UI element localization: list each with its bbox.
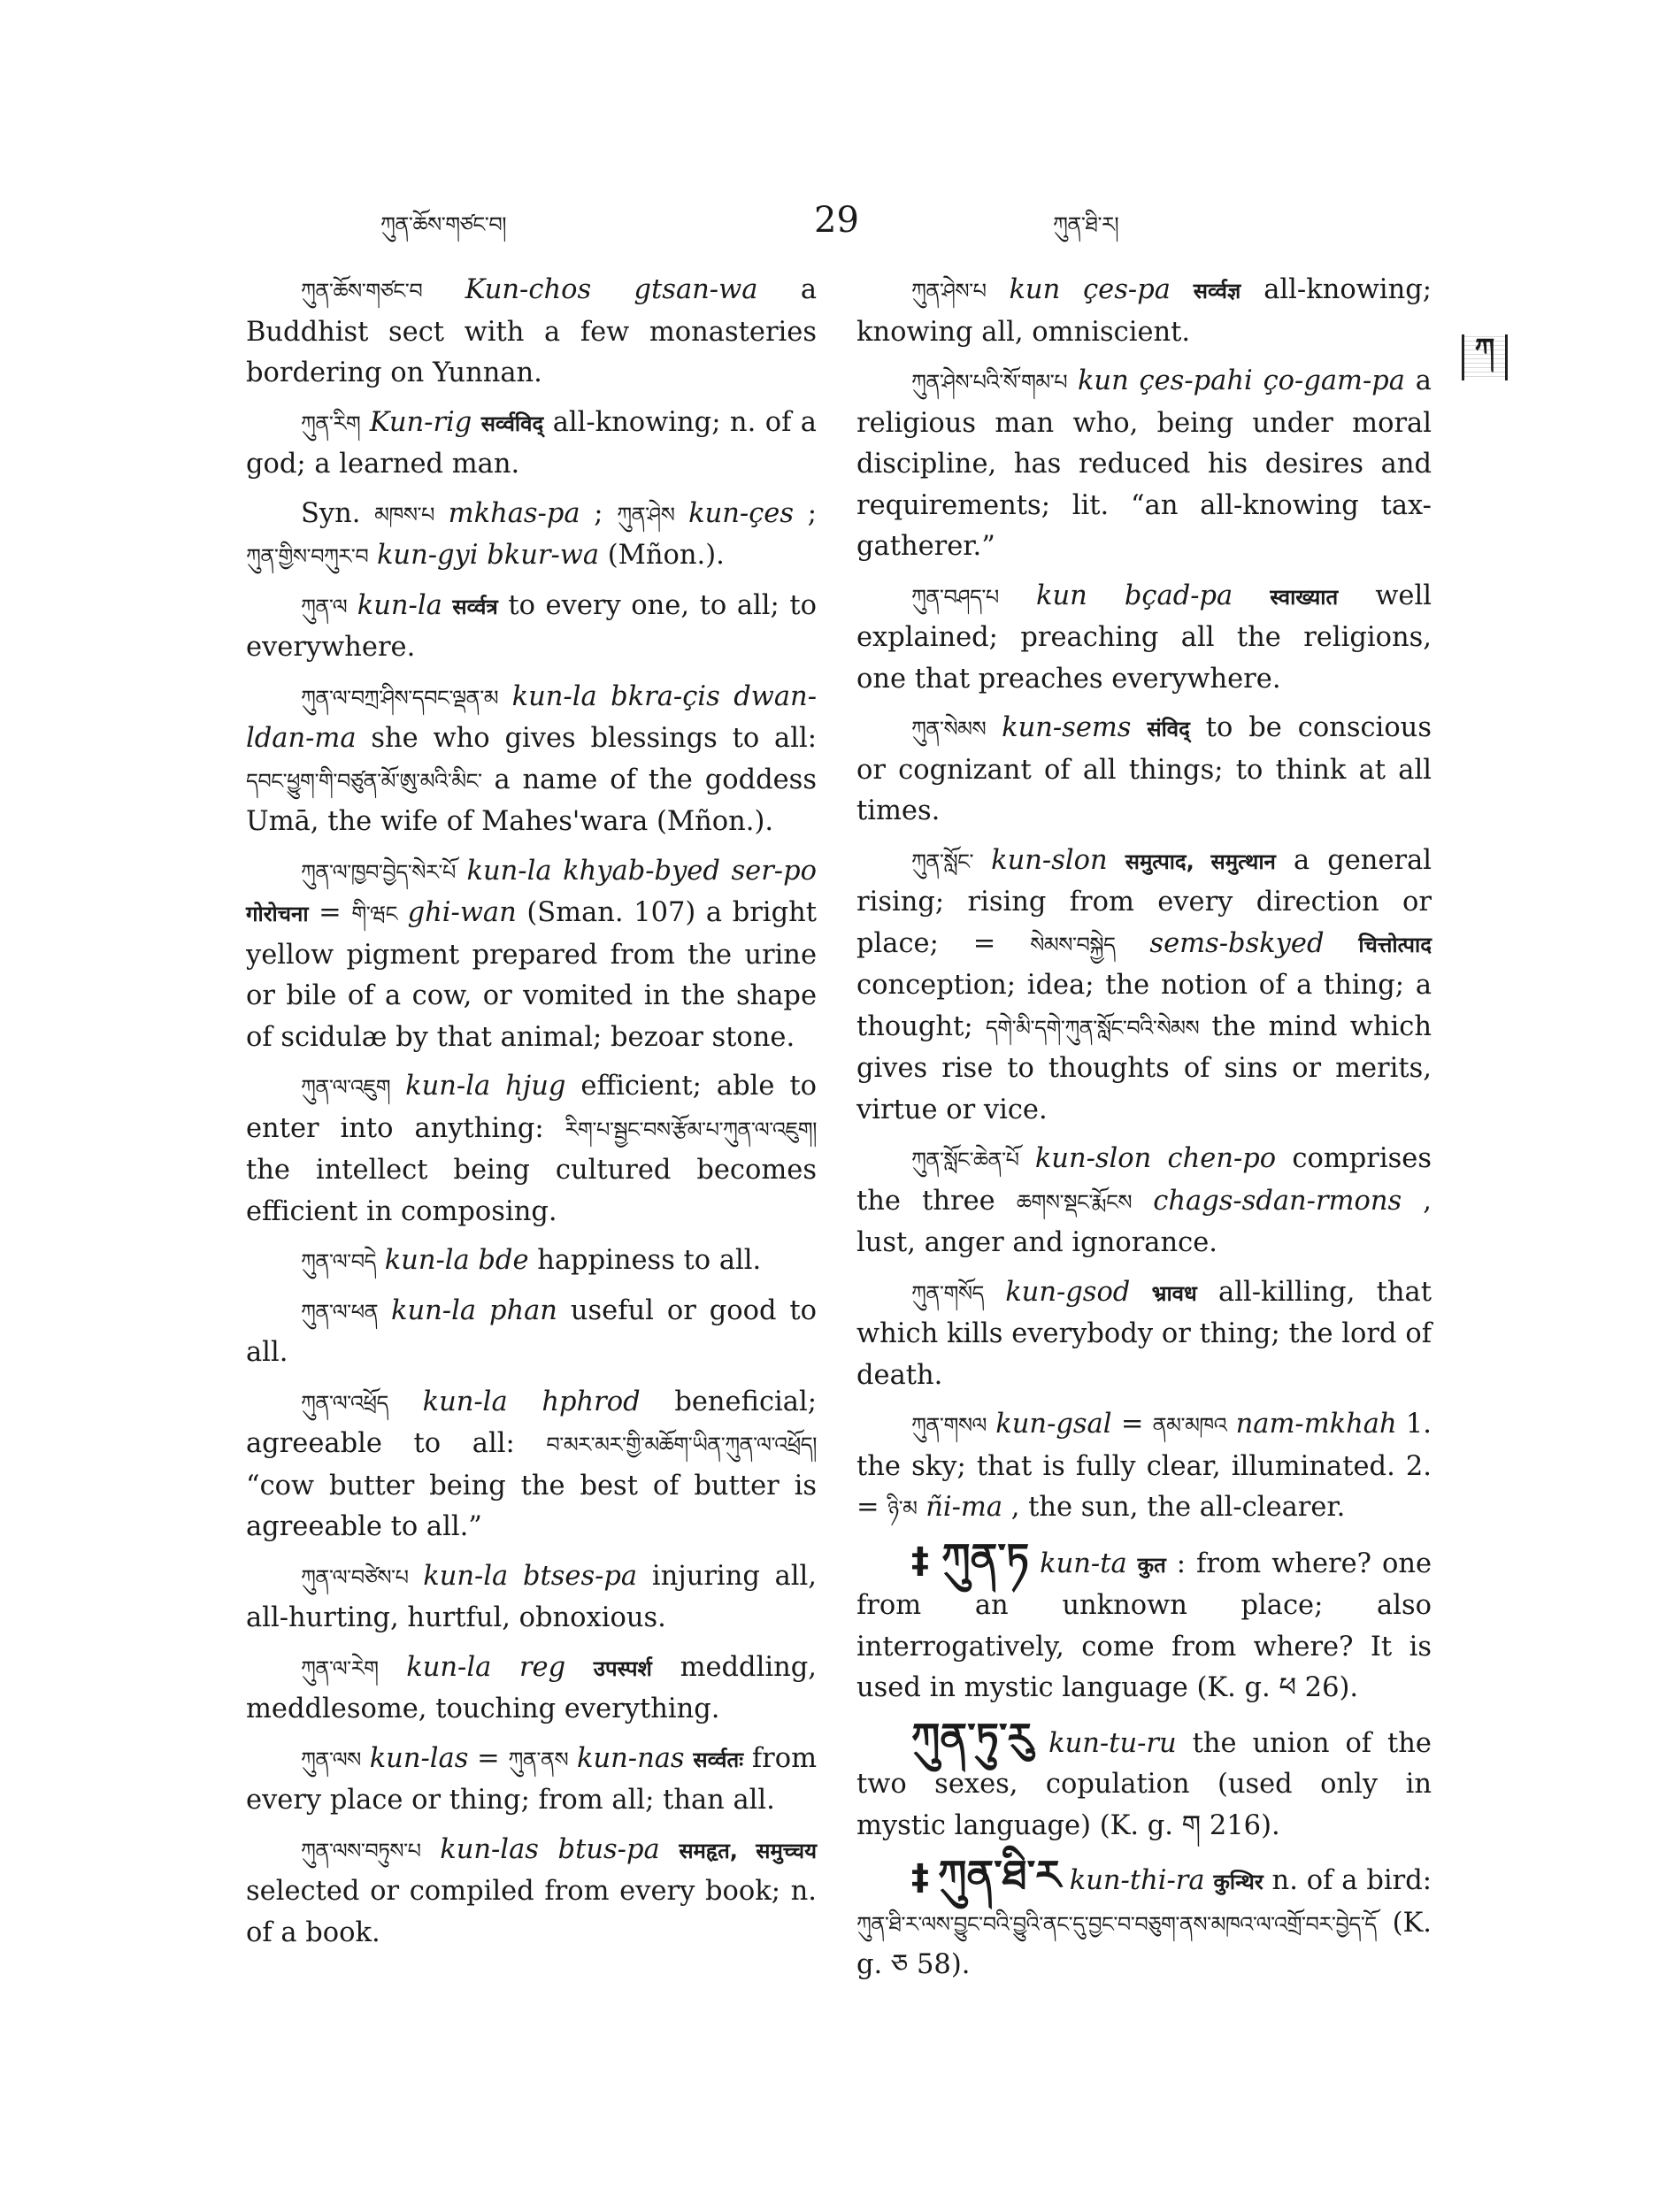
transliteration: kun-ta: [1040, 1548, 1127, 1579]
definition-text: injuring all, all-hurting, hurtful, obnoxious.: [246, 1560, 817, 1633]
transliteration: kun-la: [357, 589, 442, 621]
tibetan-text: ཆགས་སྡང་རྨོངས: [1016, 1189, 1133, 1215]
transliteration: sems-bskyed: [1149, 927, 1325, 959]
tibetan-text: གི་ཝང: [351, 902, 397, 926]
definition-text: beneficial; agreeable to all:: [246, 1386, 817, 1459]
transliteration: kun-nas: [577, 1742, 685, 1774]
definition-text: 1. the sky; that is fully clear, illuminated. 2. =: [856, 1409, 1432, 1523]
sanskrit-term: कुन्थिर: [1213, 1870, 1263, 1894]
right-column: [856, 270, 1432, 1994]
dictionary-entry: [246, 270, 817, 395]
definition-text: a general rising; rising from every direction or place; =: [856, 844, 1432, 959]
dictionary-entry: [856, 270, 1432, 353]
transliteration: kun-la bkra-çis dwan-ldan-ma: [246, 680, 818, 754]
sanskrit-term: समुत्पाद, समुत्थान: [1125, 849, 1276, 874]
transliteration: ñi-ma: [926, 1492, 1003, 1523]
transliteration: Kun-chos gtsan-wa: [465, 274, 758, 305]
dictionary-entry: [246, 494, 817, 578]
tibetan-headword: ཀུན་ལས་བཏུས་པ: [301, 1838, 421, 1863]
transliteration: mkhas-pa: [448, 497, 580, 529]
dictionary-entry: [856, 1713, 1432, 1847]
dictionary-entry: [856, 361, 1432, 568]
thumb-index-tab[interactable]: ཀ: [1462, 334, 1508, 380]
tibetan-headword: ཀུན་རིག: [301, 411, 361, 436]
tibetan-headword: ཀུན་ཤེས་པ: [911, 279, 987, 303]
definition-text: (Mñon.).: [607, 540, 725, 571]
definition-text: ;: [594, 497, 618, 529]
tibetan-headword: ཀུན་ལ་འཕྲོད: [301, 1390, 388, 1416]
definition-text: (K. g. ཅ 58).: [856, 1907, 1432, 1980]
dictionary-entry: [246, 1556, 817, 1640]
dictionary-entry: [246, 1240, 817, 1283]
dictionary-entry: [856, 1272, 1432, 1397]
transliteration: kun-gyi bkur-wa: [376, 540, 600, 571]
tibetan-headword: ཀུན་ཏ: [941, 1533, 1030, 1582]
tibetan-text: དབང་ཕྱུག་གི་བཙུན་མོ་ཨུ་མའི་མིང་: [246, 768, 482, 794]
sanskrit-term: सर्व्वत्र: [452, 594, 498, 619]
definition-text: the mind which gives rise to thoughts of sins or merits, virtue or vice.: [856, 1010, 1432, 1125]
transliteration: kun çes-pahi ço-gam-pa: [1077, 365, 1405, 396]
tibetan-headword: ཀུན་སློང་ཆེན་པོ: [911, 1148, 1019, 1172]
definition-text: all-knowing; knowing all, omniscient.: [856, 274, 1432, 348]
definition-text: =: [477, 1742, 509, 1774]
definition-text: useful or good to all.: [246, 1294, 818, 1368]
transliteration: kun-slon chen-po: [1034, 1143, 1277, 1174]
tibetan-headword: ཀུན་ལ་ཁྱབ་བྱེད་སེར་པོ: [301, 859, 456, 885]
transliteration: kun çes-pa: [1009, 274, 1171, 305]
tibetan-text: དགེ་མི་དགེ་ཀུན་སློང་བའི་སེམས: [985, 1015, 1200, 1041]
transliteration: kun-tu-ru: [1048, 1727, 1177, 1759]
transliteration: kun-la phan: [391, 1294, 557, 1326]
dagger-mark: ‡: [911, 1857, 930, 1898]
transliteration: kun-gsal: [995, 1409, 1112, 1440]
dictionary-entry: [856, 576, 1432, 701]
transliteration: ghi-wan: [407, 897, 517, 928]
dictionary-entry: [856, 1139, 1432, 1264]
tibetan-headword: ཀུན་ཤེས་པའི་སོ་གམ་པ: [911, 370, 1068, 395]
left-column: [246, 270, 817, 1962]
transliteration: kun-la hphrod: [422, 1386, 641, 1417]
tibetan-headword: ཀུན་སེམས: [911, 717, 987, 741]
definition-text: from every place or thing; from all; than all.: [246, 1742, 818, 1816]
transliteration: kun-gsod: [1005, 1276, 1131, 1308]
definition-text: (Sman. 107) a bright yellow pigment prepared from the urine or bile of a cow, or vomited in the shape of scidulæ by that animal; bezoar stone.: [246, 897, 817, 1053]
entry-lead-text: Syn.: [301, 497, 375, 529]
transliteration: kun-la hjug: [405, 1071, 566, 1102]
tibetan-headword: ཀུན་ལས: [301, 1747, 361, 1772]
tibetan-text: སེམས་བསྐྱེད: [1030, 932, 1116, 957]
dictionary-entry: [246, 1739, 817, 1822]
sanskrit-term: संविद्: [1147, 717, 1190, 741]
dictionary-entry: [856, 1851, 1432, 1986]
dictionary-entry: [246, 1647, 817, 1731]
dictionary-entry: [246, 1291, 817, 1374]
transliteration: kun-las btus-pa: [440, 1833, 660, 1865]
transliteration: kun-sems: [1002, 712, 1132, 743]
transliteration: nam-mkhah: [1235, 1409, 1397, 1440]
definition-text: selected or compiled from every book; n. of a book.: [246, 1876, 817, 1948]
dictionary-entry: [246, 851, 817, 1059]
definition-text: comprises the three: [856, 1143, 1432, 1217]
transliteration: kun-la reg: [406, 1651, 566, 1683]
definition-text: to every one, to all; to everywhere.: [246, 589, 817, 663]
definition-text: conception; idea; the notion of a thing; a thought;: [856, 970, 1432, 1042]
definition-text: =: [319, 897, 352, 928]
definition-text: , lust, anger and ignorance.: [856, 1185, 1432, 1258]
tibetan-headword: ཀུན་བཤད་པ: [911, 584, 999, 610]
dictionary-entry: [246, 1066, 817, 1233]
definition-text: , the sun, the all-clearer.: [1010, 1492, 1346, 1523]
tibetan-text: ཀུན་ཐི་ར་ལས་བྱུང་བའི་བྱུའི་ནང་དུ་བྱང་བ་བཅུག་ནས་མཁའ་ལ་འགྲོ་བར་བྱེད་དོ: [856, 1911, 1377, 1937]
definition-text: a religious man who, being under moral discipline, has reduced his desires and requirements; lit. “an all-knowing tax-gatherer.”: [856, 365, 1432, 562]
tibetan-headword: ཀུན་ལ་ཕན: [301, 1299, 379, 1325]
transliteration: kun-la btses-pa: [423, 1560, 638, 1592]
tibetan-headword: ཀུན་ཐི་ར: [938, 1851, 1061, 1899]
page-number: 29: [814, 200, 859, 241]
tibetan-headword: ཀུན་ལ་བདེ: [301, 1249, 376, 1274]
definition-text: a name of the goddess Umā, the wife of Mahes'wara (Mñon.).: [246, 764, 817, 837]
sanskrit-term: सर्व्वतः: [693, 1747, 744, 1772]
header-left-word: ཀུན་ཆོས་གཙང་བ།: [380, 212, 507, 237]
tibetan-headword: ཀུན་གསོད: [911, 1280, 984, 1306]
definition-text: well explained; preaching all the religions, one that preaches everywhere.: [856, 580, 1432, 695]
transliteration: kun-slon: [991, 844, 1108, 876]
tibetan-headword: མཁས་པ: [374, 502, 434, 527]
tibetan-headword: ཀུན་ཏུ་རུ: [911, 1713, 1033, 1762]
definition-text: efficient; able to enter into anything:: [246, 1071, 818, 1144]
definition-text: to be conscious or cognizant of all things; to think at all times.: [856, 712, 1432, 826]
tibetan-headword: ཀུན་སློང་: [911, 849, 974, 874]
definition-text: she who gives blessings to all:: [371, 723, 817, 754]
definition-text: =: [1120, 1409, 1153, 1440]
transliteration: kun bçad-pa: [1035, 580, 1233, 611]
dictionary-entry: [246, 677, 817, 843]
transliteration: kun-çes: [688, 497, 794, 529]
tibetan-text: ནམ་མཁའ: [1152, 1413, 1227, 1438]
tibetan-headword: ཀུན་ཆོས་གཙང་བ: [301, 279, 423, 303]
sanskrit-term: चित्तोत्पाद: [1358, 932, 1432, 957]
dictionary-entry: [246, 1830, 817, 1955]
definition-text: ;: [807, 497, 817, 529]
definition-text: the intellect being cultured becomes efficient in composing.: [246, 1155, 817, 1227]
tibetan-text: བ་མར་མར་གྱི་མཆོག་ཡིན་ཀུན་ལ་འཕྲོད།: [546, 1432, 817, 1457]
transliteration: Kun-rig: [369, 406, 472, 438]
sanskrit-term: स्वाख्यात: [1270, 584, 1339, 610]
definition-text: n. of a bird:: [1271, 1865, 1432, 1896]
sanskrit-term: भ्रावध: [1151, 1280, 1197, 1306]
sanskrit-term: सर्व्वज्ञ: [1193, 279, 1241, 303]
dagger-mark: ‡: [911, 1540, 932, 1581]
tibetan-text: རིག་པ་སྦྱང་བས་རྩོམ་པ་ཀུན་ལ་འཇུག།: [565, 1117, 817, 1142]
dictionary-entry: [856, 841, 1432, 1132]
tibetan-text: ཀུན་ནས: [508, 1747, 569, 1772]
dictionary-entry: [856, 1533, 1432, 1709]
dictionary-entry: [246, 1382, 817, 1548]
tibetan-headword: ཀུན་ལ་རེག: [301, 1655, 379, 1681]
transliteration: kun-la khyab-byed ser-po: [466, 855, 818, 887]
sanskrit-term: उपस्पर्श: [593, 1655, 652, 1681]
tibetan-headword: ཀུན་ལ་འཇུག: [301, 1075, 391, 1100]
dictionary-entry: [856, 1404, 1432, 1530]
definition-text: all-killing, that which kills everybody or thing; the lord of death.: [856, 1276, 1432, 1391]
sanskrit-term: समहृत, समुच्चय: [679, 1838, 818, 1863]
transliteration: kun-la bde: [384, 1245, 529, 1276]
tibetan-headword: ཀུན་ལ་བཀྲ་ཤིས་དབང་ལྡན་མ: [301, 685, 499, 710]
transliteration: kun-thi-ra: [1069, 1865, 1205, 1896]
definition-text: all-knowing; n. of a god; a learned man.: [246, 406, 817, 480]
tibetan-text: ཀུན་ཤེས: [617, 502, 675, 527]
sanskrit-term: सर्व्वविद्: [480, 411, 544, 436]
header-right-word: ཀུན་ཐི་ར།: [1053, 212, 1119, 237]
sanskrit-term: कुत: [1137, 1552, 1166, 1578]
dictionary-entry: [246, 403, 817, 486]
page-header: [239, 202, 1460, 255]
definition-text: : from where? one from an unknown place; also interrogatively, come from where? It is used in mystic language (K. g. ཕ 26).: [856, 1548, 1432, 1703]
dictionary-entry: [856, 708, 1432, 833]
tibetan-headword: ཀུན་ལ: [301, 594, 348, 619]
tibetan-headword: ཀུན་ལ་བཙེས་པ: [301, 1564, 409, 1590]
definition-text: meddling, meddlesome, touching everything.: [246, 1651, 817, 1724]
sanskrit-term: गोरोचना: [246, 902, 309, 926]
tibetan-text: ཉི་མ: [887, 1496, 918, 1521]
definition-text: happiness to all.: [537, 1245, 762, 1276]
definition-text: a Buddhist sect with a few monasteries bordering on Yunnan.: [246, 274, 818, 388]
definition-text: the union of the two sexes, copulation (used only in mystic language) (K. g. ག 216).: [856, 1727, 1432, 1841]
tibetan-headword: ཀུན་གསལ: [911, 1413, 987, 1438]
tibetan-text: ཀུན་གྱིས་བཀུར་བ: [246, 544, 369, 569]
definition-text: “cow butter being the best of butter is agreeable to all.”: [246, 1470, 817, 1542]
transliteration: chags-sdan-rmons: [1153, 1185, 1402, 1217]
dictionary-entry: [246, 586, 817, 669]
transliteration: kun-las: [369, 1742, 469, 1774]
